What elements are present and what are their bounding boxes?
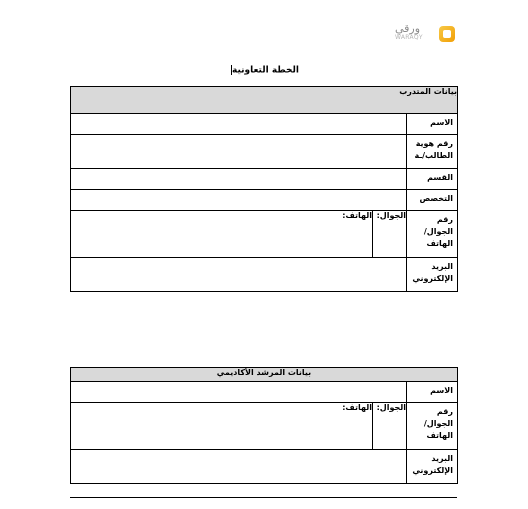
trainee-department-field[interactable] [71,169,407,190]
trainee-mobile-field[interactable] [373,211,407,258]
trainee-table [70,86,458,292]
logo [395,22,457,46]
logo-mark-icon [439,26,455,42]
logo-subtext: WARAQY [395,34,423,41]
supervisor-landline-field[interactable] [71,403,373,450]
trainee-name-label: الاسم [407,114,458,135]
trainee-department-label: القسم [407,169,458,190]
trainee-landline-field[interactable] [71,211,373,258]
document-title: الخطة التعاونية [231,65,299,76]
supervisor-landline-label: الهاتف: [342,403,372,412]
supervisor-section-header: بيانات المرشد الأكاديمي [71,368,458,382]
supervisor-email-label: البريد الإلكتروني [407,450,458,484]
logo-text: ورقي [395,22,421,35]
supervisor-name-field[interactable] [71,382,407,403]
trainee-email-field[interactable] [71,258,407,292]
trainee-mobile-label: الجوال: [376,211,407,220]
trainee-email-label: البريد الإلكتروني [407,258,458,292]
supervisor-mobile-label: الجوال: [376,403,406,412]
supervisor-name-label: الاسم [407,382,458,403]
trainee-phone-label: رقم الجوال/ الهاتف [407,211,458,258]
trainee-specialization-label: التخصص [407,190,458,211]
trainee-name-field[interactable] [71,114,407,135]
trainee-landline-label: الهاتف: [342,211,373,220]
bottom-divider [70,497,457,498]
supervisor-phone-label: رقم الجوال/ الهاتف [407,403,458,450]
supervisor-table [70,367,458,484]
supervisor-email-field[interactable] [71,450,407,484]
supervisor-mobile-field[interactable] [373,403,407,450]
trainee-specialization-field[interactable] [71,190,407,211]
trainee-id-label: رقم هوية الطالب/ـة [407,135,458,169]
trainee-id-field[interactable] [71,135,407,169]
trainee-section-header: بيانات المتدرب [71,87,458,114]
